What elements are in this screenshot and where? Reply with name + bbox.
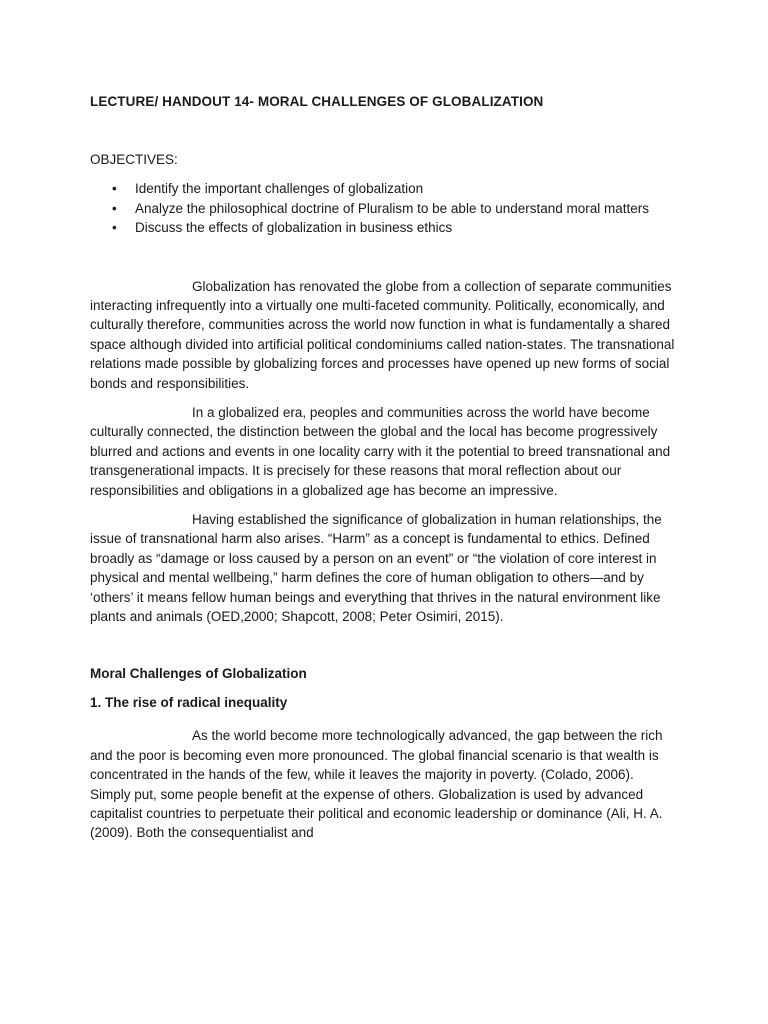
body-paragraph: In a globalized era, peoples and communities across the world have become culturally connected, the distinction between the global and the local has become progressively blurred and actions and events in one locality carry with it the potential to breed transnational and transgenerational impacts. It is precisely for these reasons that moral reflection about our responsibilities and obligations in a globalized age has become an impressive.: [90, 404, 671, 498]
document-page: [90, 92, 676, 843]
objective-text: Identify the important challenges of globalization: [135, 181, 424, 196]
body-paragraph: Having established the significance of globalization in human relationships, the issue of transnational harm also arises. “Harm” as a concept is fundamental to ethics. Defined broadly as “damage or loss caused by a person on an event” or “the violation of core interest in physical and mental wellbeing,” harm defines the core of human obligation to others—and by ‘others’ it means fellow human beings and everything that thrives in the natural environment like plants and animals (OED,2000; Shapcott, 2008; Peter Osimiri, 2015).: [90, 511, 662, 624]
bullet-icon: •: [112, 220, 117, 235]
list-item: [90, 179, 676, 199]
list-item: [90, 199, 676, 219]
objectives-heading: OBJECTIVES:: [90, 152, 178, 167]
section-heading: Moral Challenges of Globalization: [90, 666, 307, 682]
sub-heading: 1. The rise of radical inequality: [90, 695, 288, 711]
objectives-list: [90, 179, 676, 238]
objective-text: Discuss the effects of globalization in business ethics: [135, 220, 453, 235]
body-paragraph: Globalization has renovated the globe from a collection of separate communities interacting infrequently into a virtually one multi-faceted community. Politically, economically, and culturally therefore, communities across the world now function in what is fundamentally a shared space although divided into artificial political condominiums called nation-states. The transnational relations made possible by globalizing forces and processes have opened up new forms of social bonds and responsibilities.: [90, 278, 675, 391]
objective-text: Analyze the philosophical doctrine of Pluralism to be able to understand moral matters: [135, 200, 650, 216]
bullet-icon: •: [112, 200, 117, 216]
list-item: [90, 218, 676, 238]
body-paragraph: As the world become more technologically advanced, the gap between the rich and the poor is becoming even more pronounced. The global financial scenario is that wealth is concentrated in the hands of the few, while it leaves the majority in poverty. (Colado, 2006). Simply put, some people benefit at the expense of others. Globalization is used by advanced capitalist countries to perpetuate their political and economic leadership or dominance (Ali, H. A. (2009). Both the consequentialist and: [90, 728, 663, 841]
bullet-icon: •: [112, 181, 117, 196]
document-title: LECTURE/ HANDOUT 14- MORAL CHALLENGES OF GLOBALIZATION: [90, 94, 544, 109]
